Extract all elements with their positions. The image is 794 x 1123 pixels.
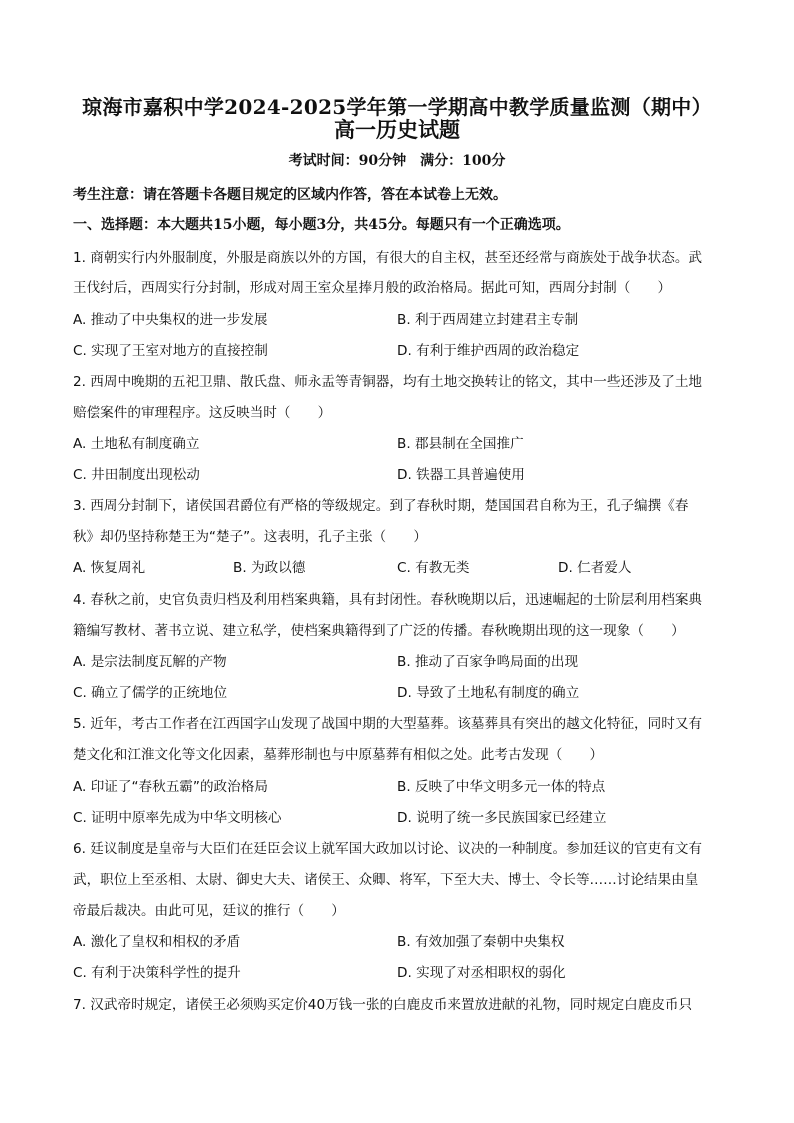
question-1-option-d: D. 有利于维护西周的政治稳定 (397, 343, 580, 359)
question-4-option-b: B. 推动了百家争鸣局面的出现 (397, 654, 579, 670)
question-6-line-2: 武，职位上至丞相、太尉、御史大夫、诸侯王、众卿、将军，下至大夫、博士、令长等……讨论结果由皇 (73, 872, 699, 888)
question-1-option-b: B. 利于西周建立封建君主专制 (397, 312, 579, 328)
question-6-option-b: B. 有效加强了秦朝中央集权 (397, 934, 565, 950)
question-4-line-2: 籍编写教材、著书立说、建立私学，使档案典籍得到了广泛的传播。春秋晚期出现的这一现象（ ） (73, 623, 685, 639)
question-5-option-c: C. 证明中原率先成为中华文明核心 (73, 810, 282, 826)
exam-info: 考试时间：90分钟 满分：100分 (288, 153, 506, 169)
question-5-line-1: 5. 近年，考古工作者在江西国字山发现了战国中期的大型墓葬。该墓葬具有突出的越文化特征，同时又有 (73, 716, 703, 732)
question-6-line-1: 6. 廷议制度是皇帝与大臣们在廷臣会议上就军国大政加以讨论、议决的一种制度。参加廷议的官吏有文有 (73, 841, 703, 857)
question-1-option-a: A. 推动了中央集权的进一步发展 (73, 312, 268, 328)
question-2-option-b: B. 郡县制在全国推广 (397, 436, 524, 452)
question-5-option-d: D. 说明了统一多民族国家已经建立 (397, 810, 607, 826)
question-4-option-c: C. 确立了儒学的正统地位 (73, 685, 228, 701)
question-3-option-a: A. 恢复周礼 (73, 560, 146, 576)
question-3-line-2: 秋》却仍坚持称楚王为“楚子”。这表明，孔子主张（ ） (73, 529, 427, 545)
question-6-option-a: A. 激化了皇权和相权的矛盾 (73, 934, 241, 950)
question-5-line-2: 楚文化和江淮文化等文化因素，墓葬形制也与中原墓葬有相似之处。此考古发现（ ） (73, 747, 604, 763)
question-2-option-d: D. 铁器工具普遍使用 (397, 467, 525, 483)
question-5-option-b: B. 反映了中华文明多元一体的特点 (397, 779, 606, 795)
question-3-line-1: 3. 西周分封制下，诸侯国君爵位有严格的等级规定。到了春秋时期，楚国国君自称为王，孔子编撰《春 (73, 498, 689, 514)
question-3-option-d: D. 仁者爱人 (558, 560, 632, 576)
question-2-option-c: C. 井田制度出现松动 (73, 467, 200, 483)
question-2-line-2: 赔偿案件的审理程序。这反映当时（ ） (73, 405, 332, 421)
question-3-option-c: C. 有教无类 (397, 560, 470, 576)
question-1-line-2: 王伐纣后，西周实行分封制，形成对周王室众星捧月般的政治格局。据此可知，西周分封制（ ） (73, 280, 672, 296)
question-6-line-3: 帝最后裁决。由此可见，廷议的推行（ ） (73, 903, 345, 919)
candidate-notice: 考生注意：请在答题卡各题目规定的区域内作答，答在本试卷上无效。 (73, 187, 507, 203)
question-2-option-a: A. 土地私有制度确立 (73, 436, 200, 452)
question-1-option-c: C. 实现了王室对地方的直接控制 (73, 343, 268, 359)
question-1-line-1: 1. 商朝实行内外服制度，外服是商族以外的方国，有很大的自主权，甚至还经常与商族处于战争状态。武 (73, 250, 703, 266)
question-3-option-b: B. 为政以德 (233, 560, 306, 576)
question-6-option-c: C. 有利于决策科学性的提升 (73, 965, 241, 981)
question-5-option-a: A. 印证了“春秋五霸”的政治格局 (73, 779, 268, 795)
question-4-option-a: A. 是宗法制度瓦解的产物 (73, 654, 227, 670)
section-heading: 一、选择题：本大题共15小题，每小题3分，共45分。每题只有一个正确选项。 (73, 217, 570, 233)
question-6-option-d: D. 实现了对丞相职权的弱化 (397, 965, 566, 981)
question-2-line-1: 2. 西周中晚期的五祀卫鼎、散氏盘、师永盂等青铜器，均有土地交换转让的铭文，其中一些还涉及了土地 (73, 374, 703, 390)
question-4-line-1: 4. 春秋之前，史官负责归档及利用档案典籍，具有封闭性。春秋晚期以后，迅速崛起的士阶层利用档案典 (73, 592, 703, 608)
school-title: 琼海市嘉积中学2024-2025学年第一学期高中教学质量监测（期中） (82, 95, 712, 119)
subject-title: 高一历史试题 (334, 117, 460, 142)
question-4-option-d: D. 导致了土地私有制度的确立 (397, 685, 580, 701)
question-7-line-1: 7. 汉武帝时规定，诸侯王必须购买定价40万钱一张的白鹿皮币来置放进献的礼物，同时规定白鹿皮币只 (73, 997, 693, 1013)
